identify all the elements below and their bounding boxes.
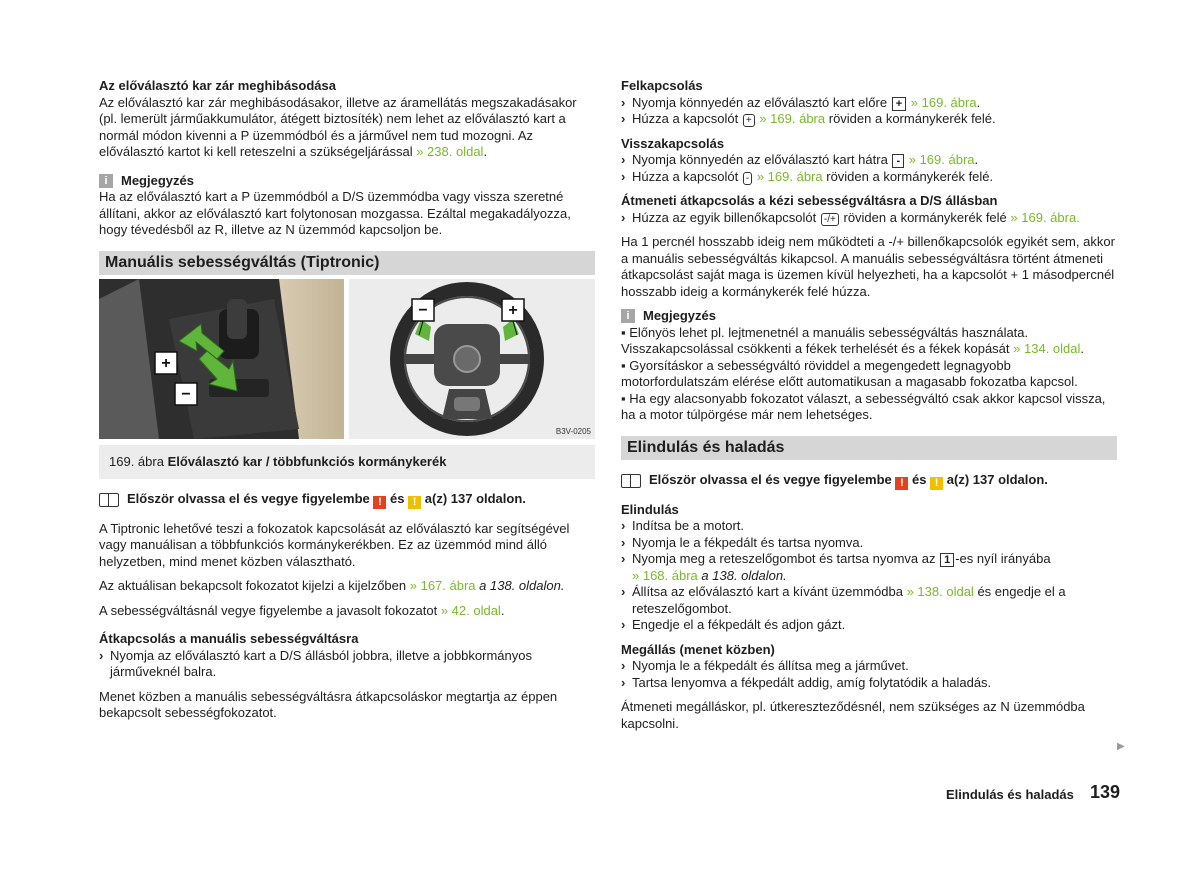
link-167[interactable]: » 167. ábra: [409, 578, 476, 593]
switch-note: Menet közben a manuális sebességváltásra átkapcsoláskor megtartja az éppen bekapcsolt sebességfokozatot.: [99, 688, 558, 720]
switch-step: › Nyomja az előválasztó kart a D/S állásból jobbra, illetve a jobbkormányos járműveknél balra.: [99, 647, 532, 679]
svg-text:+: +: [161, 354, 171, 372]
downshift-step-1: › Nyomja könnyedén az előválasztó kart hátra - » 169. ábra.: [621, 152, 979, 167]
note-heading: i Megjegyzés: [99, 173, 595, 190]
left-column: [99, 78, 595, 722]
right-column: [621, 78, 1117, 732]
step-arrow-icon: ›: [621, 617, 626, 632]
start-step-3: › Nyomja meg a reteszelőgombot és tartsa nyomva az 1 -es nyíl irányába » 168. ábra a 138. oldalon.: [621, 551, 1051, 583]
link-42[interactable]: » 42. oldal: [440, 602, 501, 618]
book-icon: [621, 474, 641, 488]
step-arrow-icon: ›: [621, 152, 626, 167]
step-arrow-icon: ›: [621, 658, 626, 673]
footer-section: Elindulás és haladás: [946, 787, 1074, 802]
link-134[interactable]: » 134. oldal: [1013, 341, 1081, 356]
caption-text: Előválasztó kar / többfunkciós kormánykerék: [167, 453, 447, 469]
start-step-4: › Állítsa az előválasztó kart a kívánt üzemmódba » 138. oldal és engedje el a reteszelőgombot.: [621, 584, 1066, 616]
downshift-heading: Visszakapcsolás: [621, 135, 725, 151]
stop-heading: Megállás (menet közben): [621, 641, 775, 657]
plus-paddle: +: [743, 114, 755, 127]
read-first-left: Először olvassa el és vegye figyelembe ! és ! a(z) 137 oldalon.: [99, 491, 595, 509]
temporary-heading: Átmeneti átkapcsolás a kézi sebességváltásra a D/S állásban: [621, 193, 998, 208]
figure-caption: [99, 445, 595, 479]
svg-text:−: −: [418, 301, 428, 319]
link-169[interactable]: » 169. ábra.: [1010, 209, 1080, 225]
step-arrow-icon: ›: [621, 518, 626, 533]
step-arrow-icon: ›: [621, 94, 626, 110]
figure-image: [99, 279, 595, 439]
note-bullet-1: ▪ Előnyös lehet pl. lejtmenetnél a manuális sebességváltás használata. Visszakapcsolással csökkenti a fékek terhelését és a fékek kopását » 134. oldal.: [621, 324, 1085, 356]
start-heading: Elindulás: [621, 501, 679, 517]
minus-paddle: -: [743, 172, 752, 185]
figure-code: B3V-0205: [555, 426, 591, 436]
link-169[interactable]: » 169. ábra: [759, 111, 826, 126]
upshift-heading: Felkapcsolás: [621, 78, 703, 93]
fault-heading: Az előválasztó kar zár meghibásodása: [99, 78, 336, 93]
read-first-right: Először olvassa el és vegye figyelembe ! és ! a(z) 137 oldalon.: [621, 472, 1117, 490]
warning-yellow-icon: !: [408, 496, 421, 509]
key-1: 1: [940, 553, 954, 567]
upshift-step-1: › Nyomja könnyedén az előválasztó kart előre + » 169. ábra.: [621, 94, 981, 110]
note-text: Ha az előválasztó kart a P üzemmódból a D/S üzemmódba vagy vissza szeretné állítani, akkor az előválasztó kart folytonosan mozgassa. Ezáltal megakadályozza, hogy tévedésből az R, illetve az N üzemmód kapcsoljon be.: [99, 189, 571, 237]
warning-yellow-icon: !: [930, 477, 943, 490]
start-step-1: › Indítsa be a motort.: [621, 518, 745, 533]
link-169[interactable]: » 169. ábra: [908, 152, 975, 167]
step-arrow-icon: ›: [621, 584, 626, 599]
link-169[interactable]: » 169. ábra: [910, 94, 977, 110]
info-icon: i: [99, 174, 113, 188]
continue-arrow-icon: ▶: [1117, 741, 1125, 752]
temporary-step: › Húzza az egyik billenőkapcsolót -/+ röviden a kormánykerék felé » 169. ábra.: [621, 209, 1080, 225]
fault-link[interactable]: » 238. oldal: [416, 144, 484, 159]
fault-text: Az előválasztó kar zár meghibásodásakor, illetve az áramellátás megszakadásakor (pl. lemerült járműakkumulátor, átégett biztosíték) nem lehet az előválasztó kart a normál módon kivenni a P üzemmódból és a járművel nem tud mozogni. Az előválasztó kartot ki kell reteszelni a szükségeljárással » 238. oldal.: [99, 94, 577, 159]
note-bullet-2: ▪ Gyorsításkor a sebességváltó röviddel a megengedett legnagyobb motorfordulatszám elérése előtt automatikusan a magasabb fokozatba kapcsol.: [621, 357, 1078, 389]
start-step-2: › Nyomja le a fékpedált és tartsa nyomva.: [621, 534, 864, 550]
step-arrow-icon: ›: [621, 168, 626, 184]
link-169[interactable]: » 169. ábra: [756, 168, 823, 184]
downshift-step-2: › Húzza a kapcsolót - » 169. ábra röviden a kormánykerék felé.: [621, 168, 994, 184]
page-number: 139: [1090, 782, 1121, 802]
step-arrow-icon: ›: [621, 551, 626, 566]
note-bullet-3: ▪ Ha egy alacsonyabb fokozatot választ, a sebességváltó csak akkor kapcsol vissza, ha a motor túlpörgése már nem lehetséges.: [621, 390, 1106, 422]
start-step-5: › Engedje el a fékpedált és adjon gázt.: [621, 617, 846, 632]
section-title-tiptronic: Manuális sebességváltás (Tiptronic): [99, 251, 595, 275]
upshift-step-2: › Húzza a kapcsolót + » 169. ábra röviden a kormánykerék felé.: [621, 111, 996, 126]
step-arrow-icon: ›: [621, 534, 626, 550]
step-arrow-icon: ›: [621, 111, 626, 126]
svg-text:+: +: [508, 301, 518, 319]
temporary-paragraph: Ha 1 percnél hosszabb ideig nem működteti a -/+ billenőkapcsolók egyikét sem, akkor a manuális sebességváltás kikapcsol. A manuális sebességváltásra történt átmeneti átkapcsolást saját maga is üzemen kívül helyezheti, ha a kapcsolót + 1 másodpercnél hosszabb ideig a kormánykerék felé húzza.: [621, 234, 1115, 299]
stop-step-1: › Nyomja le a fékpedált és állítsa meg a járművet.: [621, 658, 909, 673]
info-icon: i: [621, 309, 635, 323]
book-icon: [99, 493, 119, 507]
step-arrow-icon: ›: [621, 674, 626, 690]
warning-red-icon: !: [895, 477, 908, 490]
caption-number: 169. ábra: [109, 453, 164, 469]
minus-key: -: [892, 154, 904, 168]
current-gear-text: Az aktuálisan bekapcsolt fokozatot kijelzi a kijelzőben » 167. ábra a 138. oldalon.: [99, 578, 565, 593]
section-title-start: Elindulás és haladás: [621, 436, 1117, 460]
plus-key: +: [892, 97, 906, 111]
svg-text:−: −: [181, 385, 191, 403]
figure-169: [99, 279, 595, 439]
tiptronic-intro: A Tiptronic lehetővé teszi a fokozatok kapcsolását az előválasztó kar segítségével vagy manuálisan a többfunkciós kormánykerékben. Ez az üzemmód mind álló helyzetben, mind menet közben választható.: [99, 520, 570, 569]
final-paragraph: Átmeneti megálláskor, pl. útkereszteződésnél, nem szükséges az N üzemmódba kapcsolni.: [621, 699, 1085, 731]
recommended-gear-text: A sebességváltásnál vegye figyelembe a javasolt fokozatot » 42. oldal.: [99, 602, 505, 618]
link-138[interactable]: » 138. oldal: [906, 584, 974, 599]
link-168[interactable]: » 168. ábra: [632, 567, 698, 583]
note-heading-2: i Megjegyzés: [621, 308, 1117, 325]
step-arrow-icon: ›: [621, 209, 626, 225]
paddle-keys: -/+: [821, 213, 839, 226]
warning-red-icon: !: [373, 496, 386, 509]
step-arrow-icon: ›: [99, 647, 104, 663]
switch-heading: Átkapcsolás a manuális sebességváltásra: [99, 631, 359, 646]
stop-step-2: › Tartsa lenyomva a fékpedált addig, amíg folytatódik a haladás.: [621, 674, 992, 690]
